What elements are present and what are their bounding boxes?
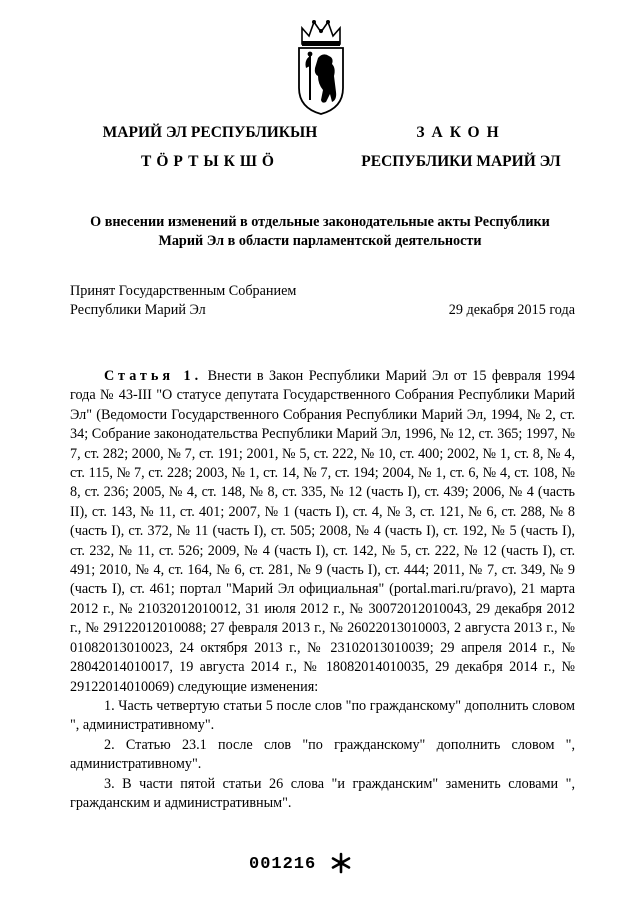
article-1-item: 1. Часть четвертую статьи 5 после слов "по гражданскому" дополнить словом ", административному".: [70, 697, 575, 734]
header-right-subtitle: РЕСПУБЛИКИ МАРИЙ ЭЛ: [361, 153, 561, 170]
law-body: [70, 367, 575, 813]
coat-of-arms-emblem: [296, 14, 346, 116]
adoption-line1: Принят Государственным Собранием: [70, 283, 297, 299]
asterisk-mark-icon: [330, 852, 352, 874]
law-title: [70, 213, 570, 251]
law-title-line2: Марий Эл в области парламентской деятельности: [158, 233, 482, 249]
serial-number: 001216: [249, 855, 317, 874]
adoption-date: 29 декабря 2015 года: [448, 302, 575, 318]
header-left-title: МАРИЙ ЭЛ РЕСПУБЛИКЫН: [102, 124, 318, 141]
article-1-paragraph: [70, 367, 575, 697]
header-right-title: ЗАКОН: [416, 124, 506, 141]
adoption-block: [70, 282, 575, 320]
header-left-subtitle: ТӦРТЫКШӦ: [141, 153, 279, 170]
article-1-item: 3. В части пятой статьи 26 слова "и гражданским" заменить словами ", гражданским и административным".: [70, 775, 575, 811]
adoption-line2: Республики Марий Эл: [70, 302, 206, 318]
law-title-line1: О внесении изменений в отдельные законодательные акты Республики: [90, 214, 550, 230]
article-1-item: 2. Статью 23.1 после слов "по гражданскому" дополнить словом ", административному".: [70, 736, 575, 773]
article-1-label: Статья 1.: [104, 368, 203, 384]
article-1-text: Внести в Закон Республики Марий Эл от 15 февраля 1994 года № 43-III "О статусе депутата Государственного Собрания Республики Марий Эл" (Ведомости Государственного Собрания Республики Марий Эл, 1994, № 2, ст. 34; Собрание законодательства Республики Марий Эл, 1996, № 12, ст. 365; 1997, № 7, ст. 282; 2000, № 7, ст. 191; 2001, № 5, ст. 222, № 10, ст. 400; 2002, № 1, ст. 8, № 4, ст. 115, № 7, ст. 228; 2003, № 1, ст. 14, № 7, ст. 194; 2004, № 1, ст. 6, № 4, ст. 108, № 8, ст. 236; 2005, № 4, ст. 148, № 8, ст. 335, № 12 (часть I), ст. 439; 2006, № 4 (часть II), ст. 143, № 11, ст. 401; 2007, № 1 (часть I), ст. 4, № 3, ст. 121, № 6, ст. 288, № 8 (часть I), ст. 372, № 11 (часть I), ст. 505; 2008, № 4 (часть I), ст. 192, № 5 (часть I), ст. 232, № 11, ст. 526; 2009, № 4 (часть I), ст. 142, № 5, ст. 222, № 12 (часть I), ст. 491; 2010, № 4, ст. 164, № 6, ст. 281, № 9 (часть I), ст. 444; 2011, № 7, ст. 349, № 9 (часть I), ст. 461; портал "Марий Эл официальная" (portal.mari.ru/pravo), 21 марта 2012 г., № 21032012010012, 31 июля 2012 г., № 30072012010043, 29 декабря 2012 г., № 29122012010088; 27 февраля 2013 г., № 26022013010003, 2 августа 2013 г., № 01082013010023, 24 октября 2013 г., № 23102013010039; 29 апреля 2014 г., № 28042014010017, 19 августа 2014 г., № 18082014010035, 29 декабря 2014 г., № 29122014010069) следующие изменения:: [70, 368, 576, 695]
